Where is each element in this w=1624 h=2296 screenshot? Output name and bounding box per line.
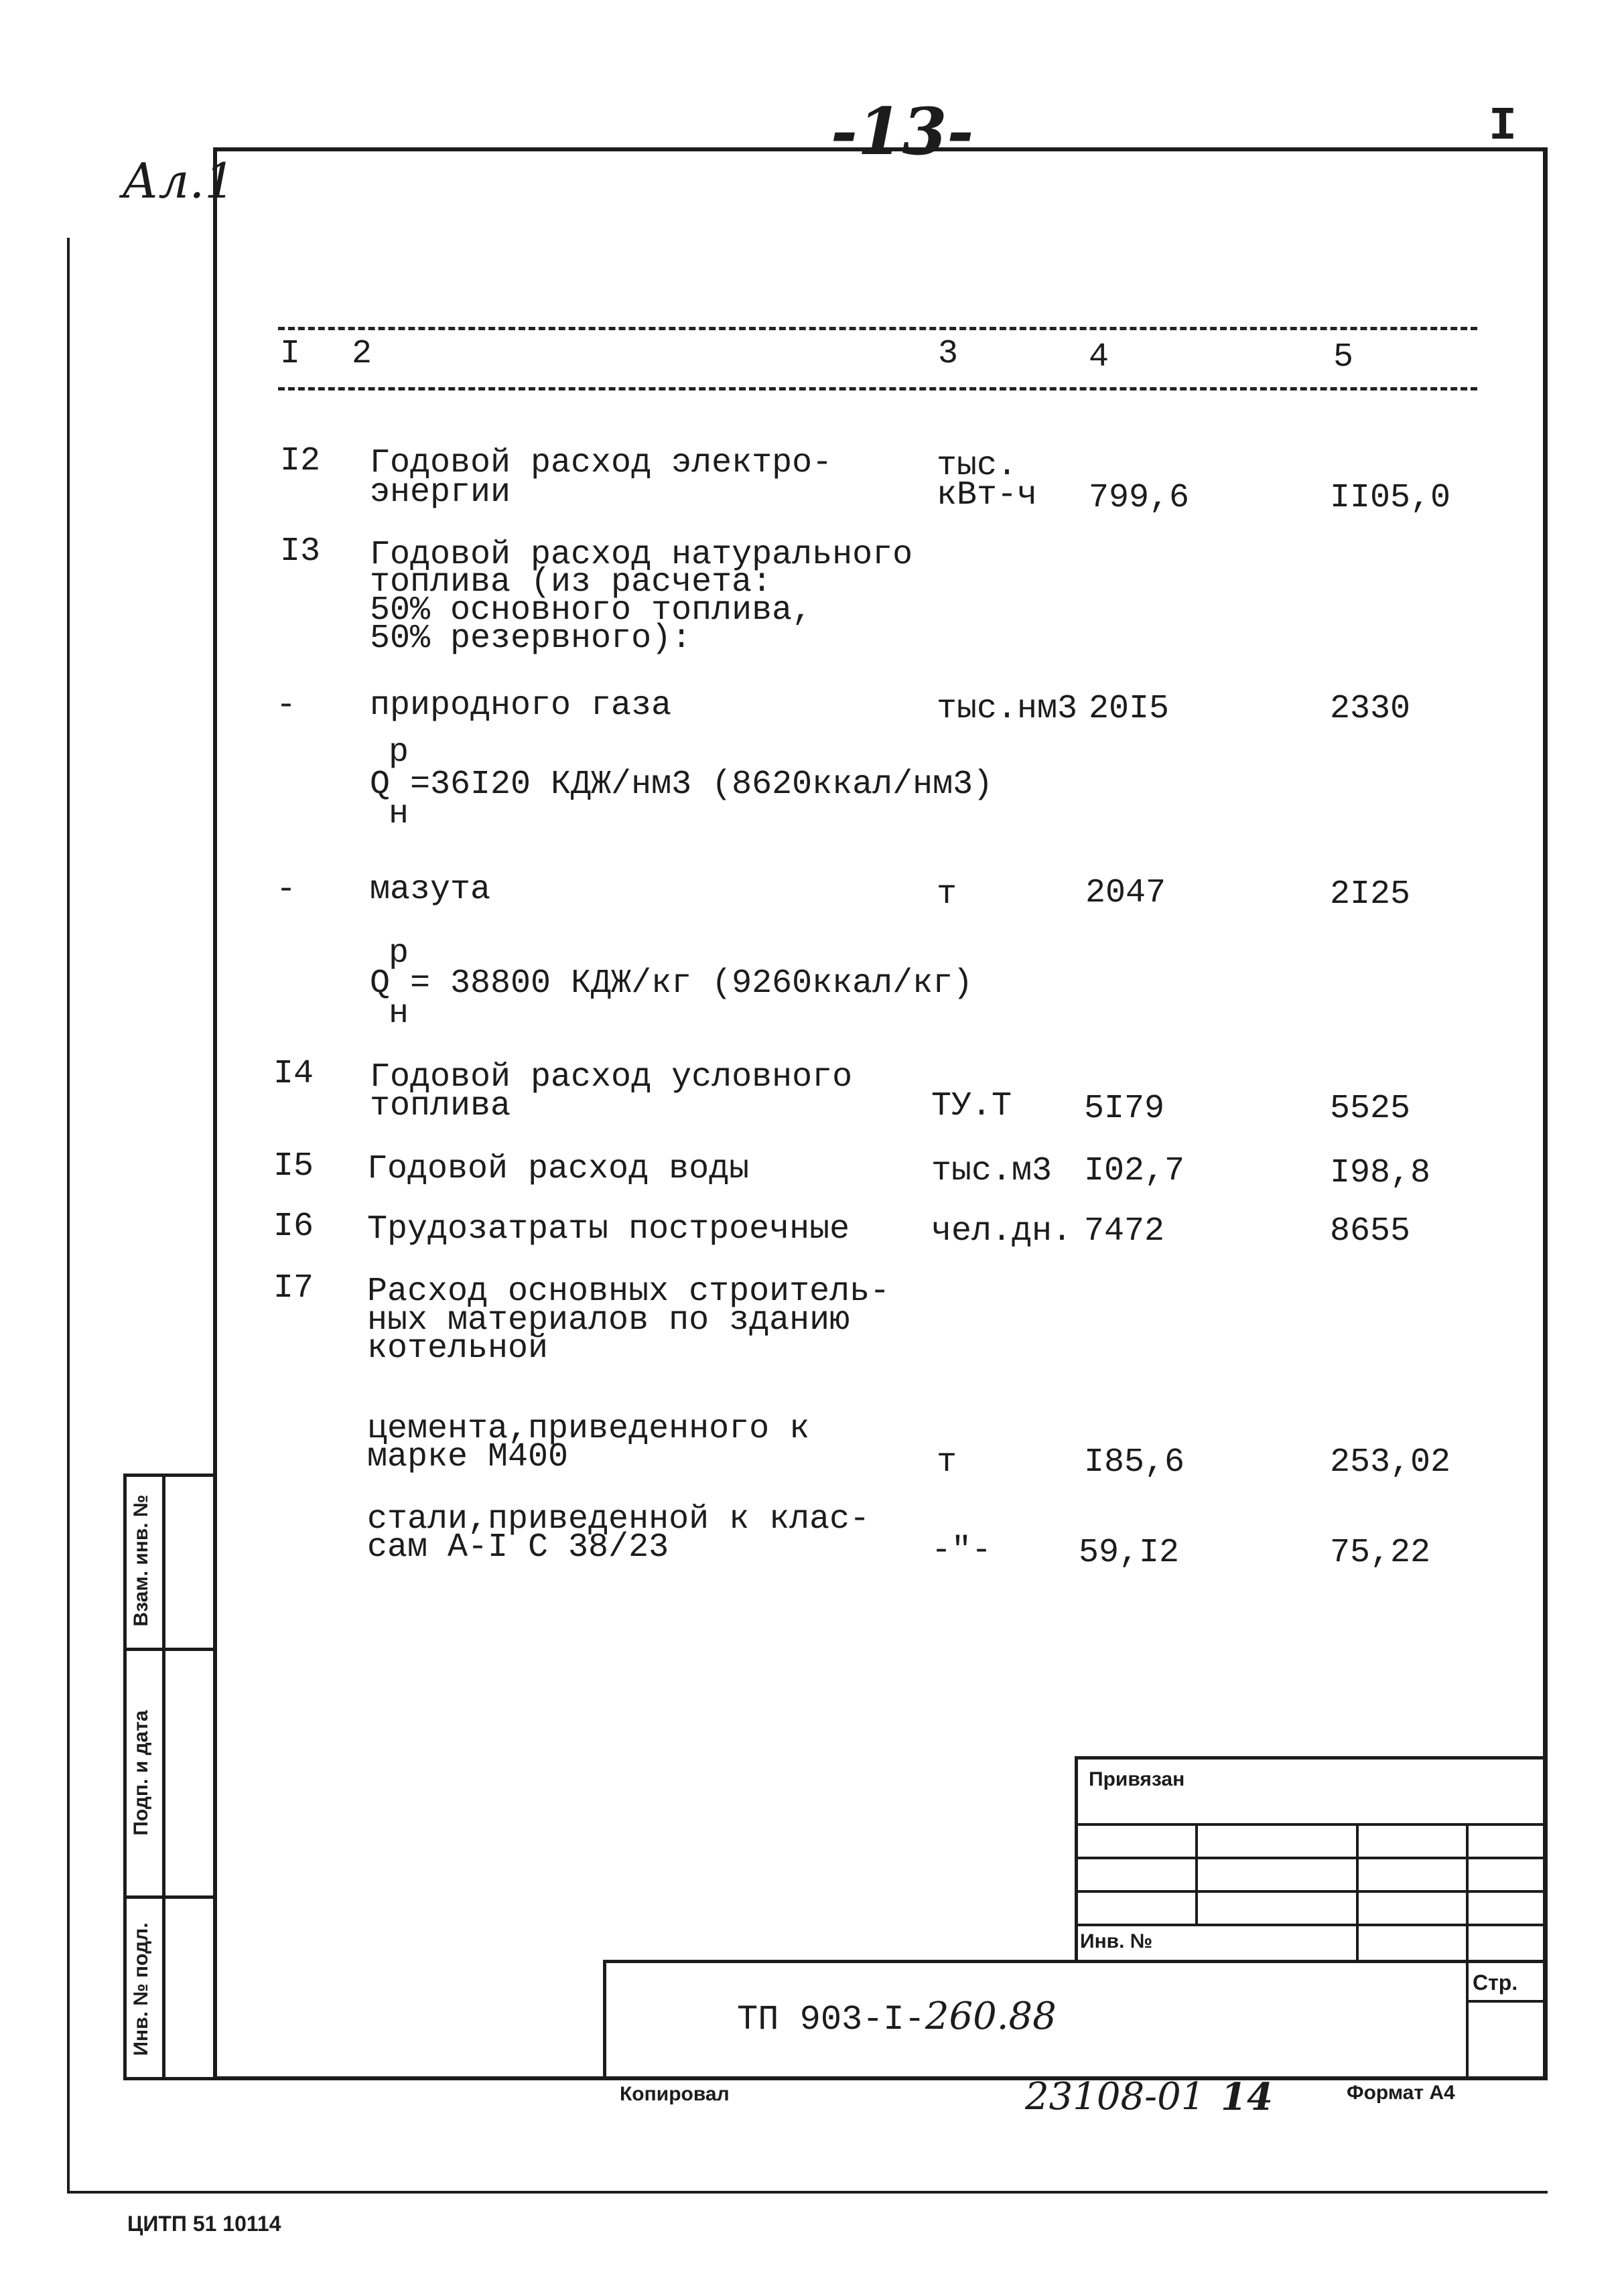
- row-name-line: Годовой расход электро-: [370, 444, 833, 482]
- header-top-rule: [278, 327, 1477, 330]
- row-name-line: Годовой расход воды: [367, 1150, 750, 1188]
- row-name-line: Годовой расход условного: [370, 1058, 853, 1096]
- formula-line: Q =36I20 КДЖ/нм3 (8620ккал/нм3): [370, 766, 994, 804]
- row-name-line: сам А-I С 38/23: [367, 1528, 669, 1567]
- row-value-col5: II05,0: [1330, 479, 1451, 517]
- paper-format: Формат А4: [1347, 2082, 1455, 2104]
- sheet-label: Ал.1: [122, 153, 236, 209]
- row-value-col5: 2I25: [1330, 875, 1411, 914]
- formula-superscript: р: [389, 733, 409, 772]
- row-value-col5: 253,02: [1330, 1443, 1451, 1482]
- row-unit-line: -"-: [931, 1532, 992, 1570]
- binding-rule: [1075, 1823, 1548, 1826]
- row-name-line: 50% резервного):: [370, 620, 692, 658]
- bottom-margin-line: [67, 2191, 1548, 2194]
- row-number: I6: [273, 1208, 314, 1246]
- binding-col: [1195, 1823, 1198, 1924]
- row-name-line: энергии: [370, 474, 511, 512]
- row-unit-line: тыс.: [937, 447, 1018, 485]
- row-value-col4: 59,I2: [1079, 1534, 1180, 1572]
- row-value-col5: I98,8: [1330, 1154, 1431, 1192]
- document-code-handwritten: 260.88: [925, 1995, 1057, 2038]
- row-unit-line: т: [937, 1443, 957, 1482]
- row-unit-line: ТУ.Т: [931, 1087, 1012, 1125]
- title-block-rule: [1466, 2000, 1548, 2003]
- row-name-line: Годовой расход натурального: [370, 536, 913, 574]
- printer-code: ЦИТП 51 10114: [127, 2212, 281, 2236]
- row-name-line: стали,приведенной к клас-: [367, 1500, 870, 1538]
- col-header-5: 5: [1333, 338, 1354, 376]
- col-header-1: I: [280, 335, 301, 373]
- row-unit-line: тыс.нм3: [937, 690, 1078, 728]
- row-number: I3: [280, 532, 321, 571]
- side-stamp-divider: [162, 1474, 165, 2080]
- row-dash: -: [276, 687, 297, 725]
- row-name-line: котельной: [367, 1330, 549, 1368]
- row-unit-line: т: [937, 875, 957, 914]
- row-number: I4: [273, 1055, 314, 1093]
- row-number: I5: [273, 1147, 314, 1186]
- formula-subscript: н: [389, 995, 409, 1033]
- row-name-line: природного газа: [370, 687, 672, 725]
- row-unit-line: тыс.м3: [931, 1152, 1053, 1190]
- header-bottom-rule: [278, 387, 1477, 390]
- binding-rule: [1075, 1924, 1548, 1926]
- page-number: -13-: [831, 94, 974, 169]
- corner-mark: I: [1489, 100, 1517, 153]
- col-header-4: 4: [1089, 338, 1109, 376]
- row-name-line: мазута: [370, 871, 491, 909]
- row-number: I2: [280, 442, 321, 480]
- row-value-col5: 8655: [1330, 1212, 1411, 1250]
- side-stamp-rule: [123, 1895, 213, 1899]
- binding-col: [1356, 1823, 1359, 1962]
- side-label-original-inv: Инв. № подл.: [130, 1922, 152, 2056]
- row-name-line: марке М400: [367, 1438, 569, 1476]
- row-value-col5: 75,22: [1330, 1534, 1431, 1572]
- side-stamp-rule: [123, 1648, 213, 1651]
- inventory-number-label: Инв. №: [1080, 1930, 1153, 1952]
- row-unit-line: чел.дн.: [931, 1212, 1073, 1250]
- row-value-col4: 2047: [1085, 874, 1166, 912]
- row-name-line: ных материалов по зданию: [367, 1301, 850, 1340]
- left-margin-line: [67, 238, 70, 2194]
- row-name-line: топлива (из расчета:: [370, 563, 772, 601]
- page-cell-label: Стр.: [1473, 1970, 1518, 1995]
- formula-line: Q = 38800 КДЖ/кг (9260ккал/кг): [370, 964, 973, 1003]
- sheet-number: 14: [1221, 2075, 1273, 2119]
- row-name-line: Расход основных строитель-: [367, 1273, 890, 1311]
- row-value-col4: 7472: [1084, 1212, 1165, 1250]
- row-value-col5: 5525: [1330, 1090, 1411, 1128]
- row-name-line: 50% основного топлива,: [370, 591, 813, 630]
- row-unit-line: кВт-ч: [937, 476, 1038, 514]
- row-number: I7: [273, 1269, 314, 1307]
- formula-superscript: р: [389, 934, 409, 973]
- row-name-line: топлива: [370, 1087, 511, 1125]
- binding-rule: [1075, 1857, 1548, 1859]
- row-value-col4: I02,7: [1084, 1152, 1185, 1190]
- formula-subscript: н: [389, 795, 409, 833]
- row-name-line: Трудозатраты построечные: [367, 1210, 850, 1248]
- row-name-line: цемента,приведенного к: [367, 1410, 810, 1448]
- row-value-col4: I85,6: [1084, 1443, 1185, 1482]
- binding-label: Привязан: [1089, 1768, 1185, 1790]
- binding-rule: [1075, 1890, 1548, 1893]
- col-header-2: 2: [352, 335, 373, 373]
- side-label-sign-date: Подп. и дата: [130, 1710, 152, 1836]
- document-code: [737, 1995, 1057, 2039]
- order-number: 23108-01: [1025, 2075, 1205, 2119]
- row-value-col4: 20I5: [1089, 690, 1170, 728]
- row-value-col5: 2330: [1330, 690, 1411, 728]
- copied-by-label: Копировал: [620, 2083, 730, 2105]
- row-value-col4: 5I79: [1084, 1090, 1165, 1128]
- side-label-replaced-inv: Взам. инв. №: [130, 1494, 152, 1627]
- row-dash: -: [276, 871, 297, 909]
- col-header-3: 3: [938, 335, 959, 373]
- row-value-col4: 799,6: [1089, 479, 1190, 517]
- document-code-printed: ТП 903-I-: [737, 2000, 925, 2039]
